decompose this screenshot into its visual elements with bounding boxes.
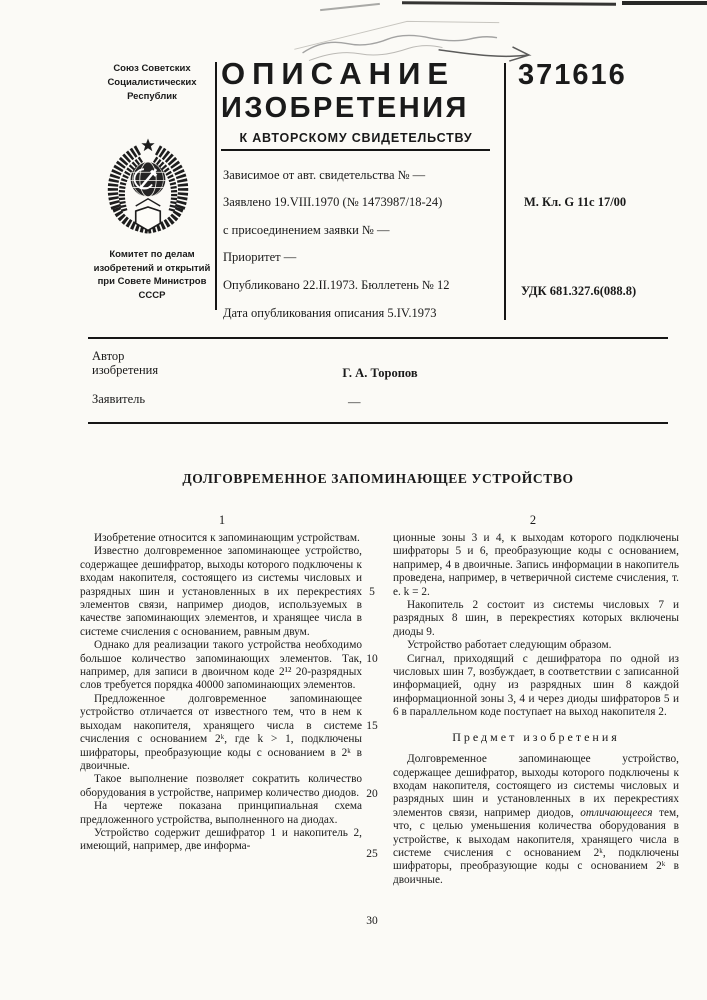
org-name-line: Республик xyxy=(127,91,177,102)
patent-number: 371616 xyxy=(518,59,627,91)
paragraph: Такое выполнение позволяет сократить количество оборудования в устройстве, например количество диодов. xyxy=(80,773,362,799)
paragraph: Устройство работает следующим образом. xyxy=(407,639,612,652)
paragraph: Предложенное долговременное запоминающее устройство отличается от известного тем, что в нем к выходам накопителя, хранящего числа в системе счисления с основанием 2ᵏ, где k > 1, подключены шифраторы, преобразующие коды с основанием в 2ᵏ в двоичные. xyxy=(80,692,362,772)
gutter-line-number: 10 xyxy=(366,653,378,665)
doc-type-title-line2: ИЗОБРЕТЕНИЯ xyxy=(221,92,469,124)
paragraph: Накопитель 2 состоит из системы числовых 7 и разрядных 8 шин, в перекрестиях которых включены диоды 9. xyxy=(393,599,679,638)
scan-artifact-line xyxy=(622,1,707,5)
org-name-line: Союз Советских xyxy=(113,63,191,74)
gutter-line-number: 15 xyxy=(366,720,378,732)
paragraph: Однако для реализации такого устройства необходимо большое количество запоминающих элементов. Так, например, для записи в двоичном коде 2¹² 20-разрядных слов требуется порядка 40000 запоминающих элементов. xyxy=(80,639,362,692)
applicant-label: Заявитель xyxy=(92,392,146,406)
committee-line: Комитет по делам xyxy=(109,249,195,260)
author-label: изобретения xyxy=(92,363,159,377)
doc-subtitle: К АВТОРСКОМУ СВИДЕТЕЛЬСТВУ xyxy=(239,131,473,145)
committee-line: при Совете Министров xyxy=(97,276,207,287)
gutter-line-number: 25 xyxy=(366,848,378,860)
paragraph: На чертеже показана принципиальная схема предложенного устройства, выполненного на диодах. xyxy=(80,800,362,826)
scan-artifact-line xyxy=(320,3,380,11)
applicant-value: — xyxy=(348,395,361,409)
bib-field-priority: Приоритет — xyxy=(223,250,297,264)
gutter-line-number: 5 xyxy=(369,586,375,598)
body-column-left xyxy=(80,532,362,854)
claim-text-post: тем, что, с целью уменьшения количества оборудования в устройстве, к выходам накопителя, хранящего числа в системе счисления с основанием 2ᵏ, подключены шифраторы, преобразующие коды с основанием 2ᵏ в двоичные. xyxy=(393,806,680,886)
column-marker-1: 1 xyxy=(218,513,226,527)
body-column-right xyxy=(393,532,679,887)
paragraph: Известно долговременное запоминающее устройство, содержащее дешифратор, выходы которого подключены к входам накопителя, состоящего из системы числовых и разрядных шин и установленных в их перекрестиях элементов связи, например диодов, используемых в качестве запоминающих элементов, и хранящее числа в системе счисления с основанием, равным двум. xyxy=(80,545,362,638)
invention-title: ДОЛГОВРЕМЕННОЕ ЗАПОМИНАЮЩЕЕ УСТРОЙСТВО xyxy=(182,471,574,486)
committee-line: СССР xyxy=(138,290,166,301)
ussr-coat-of-arms-icon xyxy=(102,136,194,234)
claim-text-pre: Долговременное запоминающее устройство, содержащее дешифратор, выходы которого подключены к входам накопителя, состоящего из системы числовых и разрядных шин и установленных в их перекрестиях элементов связи, например диодов, xyxy=(393,753,679,819)
author-label: Автор xyxy=(92,349,125,363)
org-name-line: Социалистических xyxy=(107,77,197,88)
horizontal-rule xyxy=(88,422,668,424)
bib-field-description-date: Дата опубликования описания 5.IV.1973 xyxy=(223,306,437,320)
gutter-line-number: 20 xyxy=(366,788,378,800)
gutter-line-number: 30 xyxy=(366,915,378,927)
horizontal-rule xyxy=(88,337,668,339)
column-marker-2: 2 xyxy=(529,513,537,527)
paragraph: Устройство содержит дешифратор 1 и накопитель 2, имеющий, например, две информа- xyxy=(80,826,362,853)
subtitle-underline xyxy=(221,149,490,151)
doc-type-title-line1: ОПИСАНИЕ xyxy=(221,56,456,91)
bib-field-dependent: Зависимое от авт. свидетельства № — xyxy=(223,168,426,182)
author-name: Г. А. Торопов xyxy=(342,366,418,380)
vertical-divider xyxy=(215,62,217,310)
paragraph: ционные зоны 3 и 4, к выходам которого подключены шифраторы 5 и 6, преобразующие коды с основанием, например, 4 в двоичные. Запись информации в накопитель проведена, например, в четверичной системе счисления, т. е. k = 2. xyxy=(393,532,679,598)
bib-field-published: Опубликовано 22.II.1973. Бюллетень № 12 xyxy=(223,278,450,292)
udc-code: УДК 681.327.6(088.8) xyxy=(521,284,637,298)
claim-text-distinguishing: отличающееся xyxy=(580,806,653,819)
bib-field-joined-application: с присоединением заявки № — xyxy=(223,223,390,237)
paragraph: Изобретение относится к запоминающим устройствам. xyxy=(94,532,360,544)
vertical-divider xyxy=(504,63,506,320)
claim-heading: Предмет изобретения xyxy=(452,729,620,744)
paragraph: Сигнал, приходящий с дешифратора по одной из числовых шин 7, возбуждает, в соответствии с записанной информацией, одну из разрядных шин 8 каждой информационной зоны 3, 4 и через диоды шифраторов 5 и 6 в параллельном коде поступает на выход накопителя 2. xyxy=(393,652,679,719)
bib-field-filed: Заявлено 19.VIII.1970 (№ 1473987/18-24) xyxy=(223,195,443,209)
classification-code: М. Кл. G 11c 17/00 xyxy=(524,195,627,209)
committee-line: изобретений и открытий xyxy=(93,263,211,274)
claim-paragraph xyxy=(393,753,679,887)
